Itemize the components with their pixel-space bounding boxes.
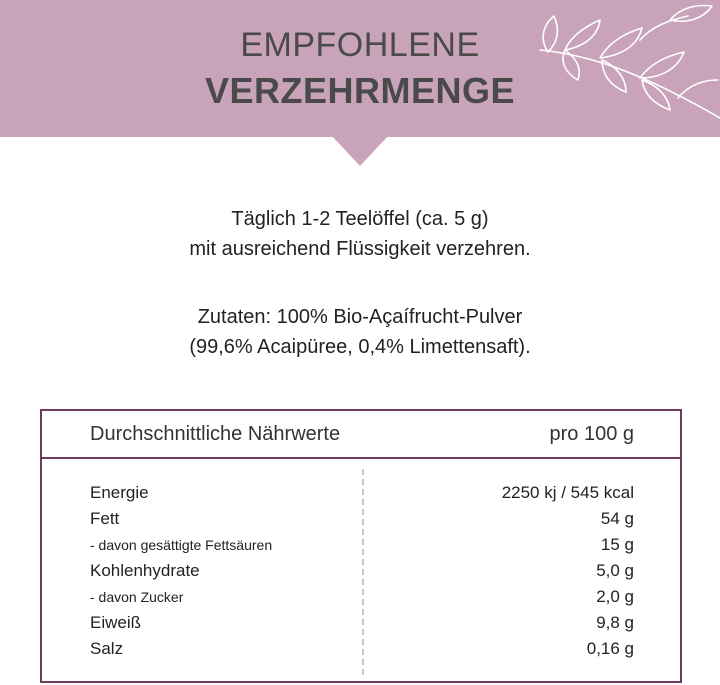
ingredients-line-2: (99,6% Acaipüree, 0,4% Limettensaft). [189,336,531,358]
dosage-text [0,204,720,264]
ingredients-line-1: Zutaten: 100% Bio-Açaífrucht-Pulver [197,306,523,328]
nutrition-heading: Durchschnittliche Nährwerte [90,423,341,445]
dosage-line-1: Täglich 1-2 Teelöffel (ca. 5 g) [231,208,489,230]
table-row [42,585,680,611]
nutrition-per-unit: pro 100 g [549,423,634,445]
table-row [42,611,680,637]
title-line-2: VERZEHRMENGE [204,70,516,111]
nutrient-value: 2,0 g [596,587,634,606]
table-row [42,481,680,507]
table-row [42,533,680,559]
leaf-branch-icon [520,0,720,137]
nutrient-name: - davon gesättigte Fettsäuren [90,537,273,553]
table-row [42,559,680,585]
nutrient-name: - davon Zucker [90,589,184,605]
nutrient-value: 9,8 g [596,613,634,632]
nutrient-name: Salz [90,639,124,658]
nutrition-header [42,411,680,459]
table-row [42,637,680,663]
ingredients-text [0,302,720,362]
nutrient-name: Fett [90,509,120,528]
dosage-line-2: mit ausreichend Flüssigkeit verzehren. [189,238,531,260]
nutrient-value: 54 g [600,509,634,528]
header-banner [0,0,720,137]
nutrient-name: Kohlenhydrate [90,561,200,580]
nutrient-value: 5,0 g [596,561,634,580]
nutrient-value: 15 g [600,535,634,554]
nutrient-value: 0,16 g [586,639,634,658]
nutrient-name: Eiweiß [90,613,142,632]
nutrient-name: Energie [90,483,149,502]
nutrition-table [40,409,682,683]
banner-pointer [332,136,388,166]
nutrient-value: 2250 kj / 545 kcal [501,483,634,502]
table-row [42,507,680,533]
nutrition-rows [42,481,680,663]
title-line-1: EMPFOHLENE [240,26,480,64]
